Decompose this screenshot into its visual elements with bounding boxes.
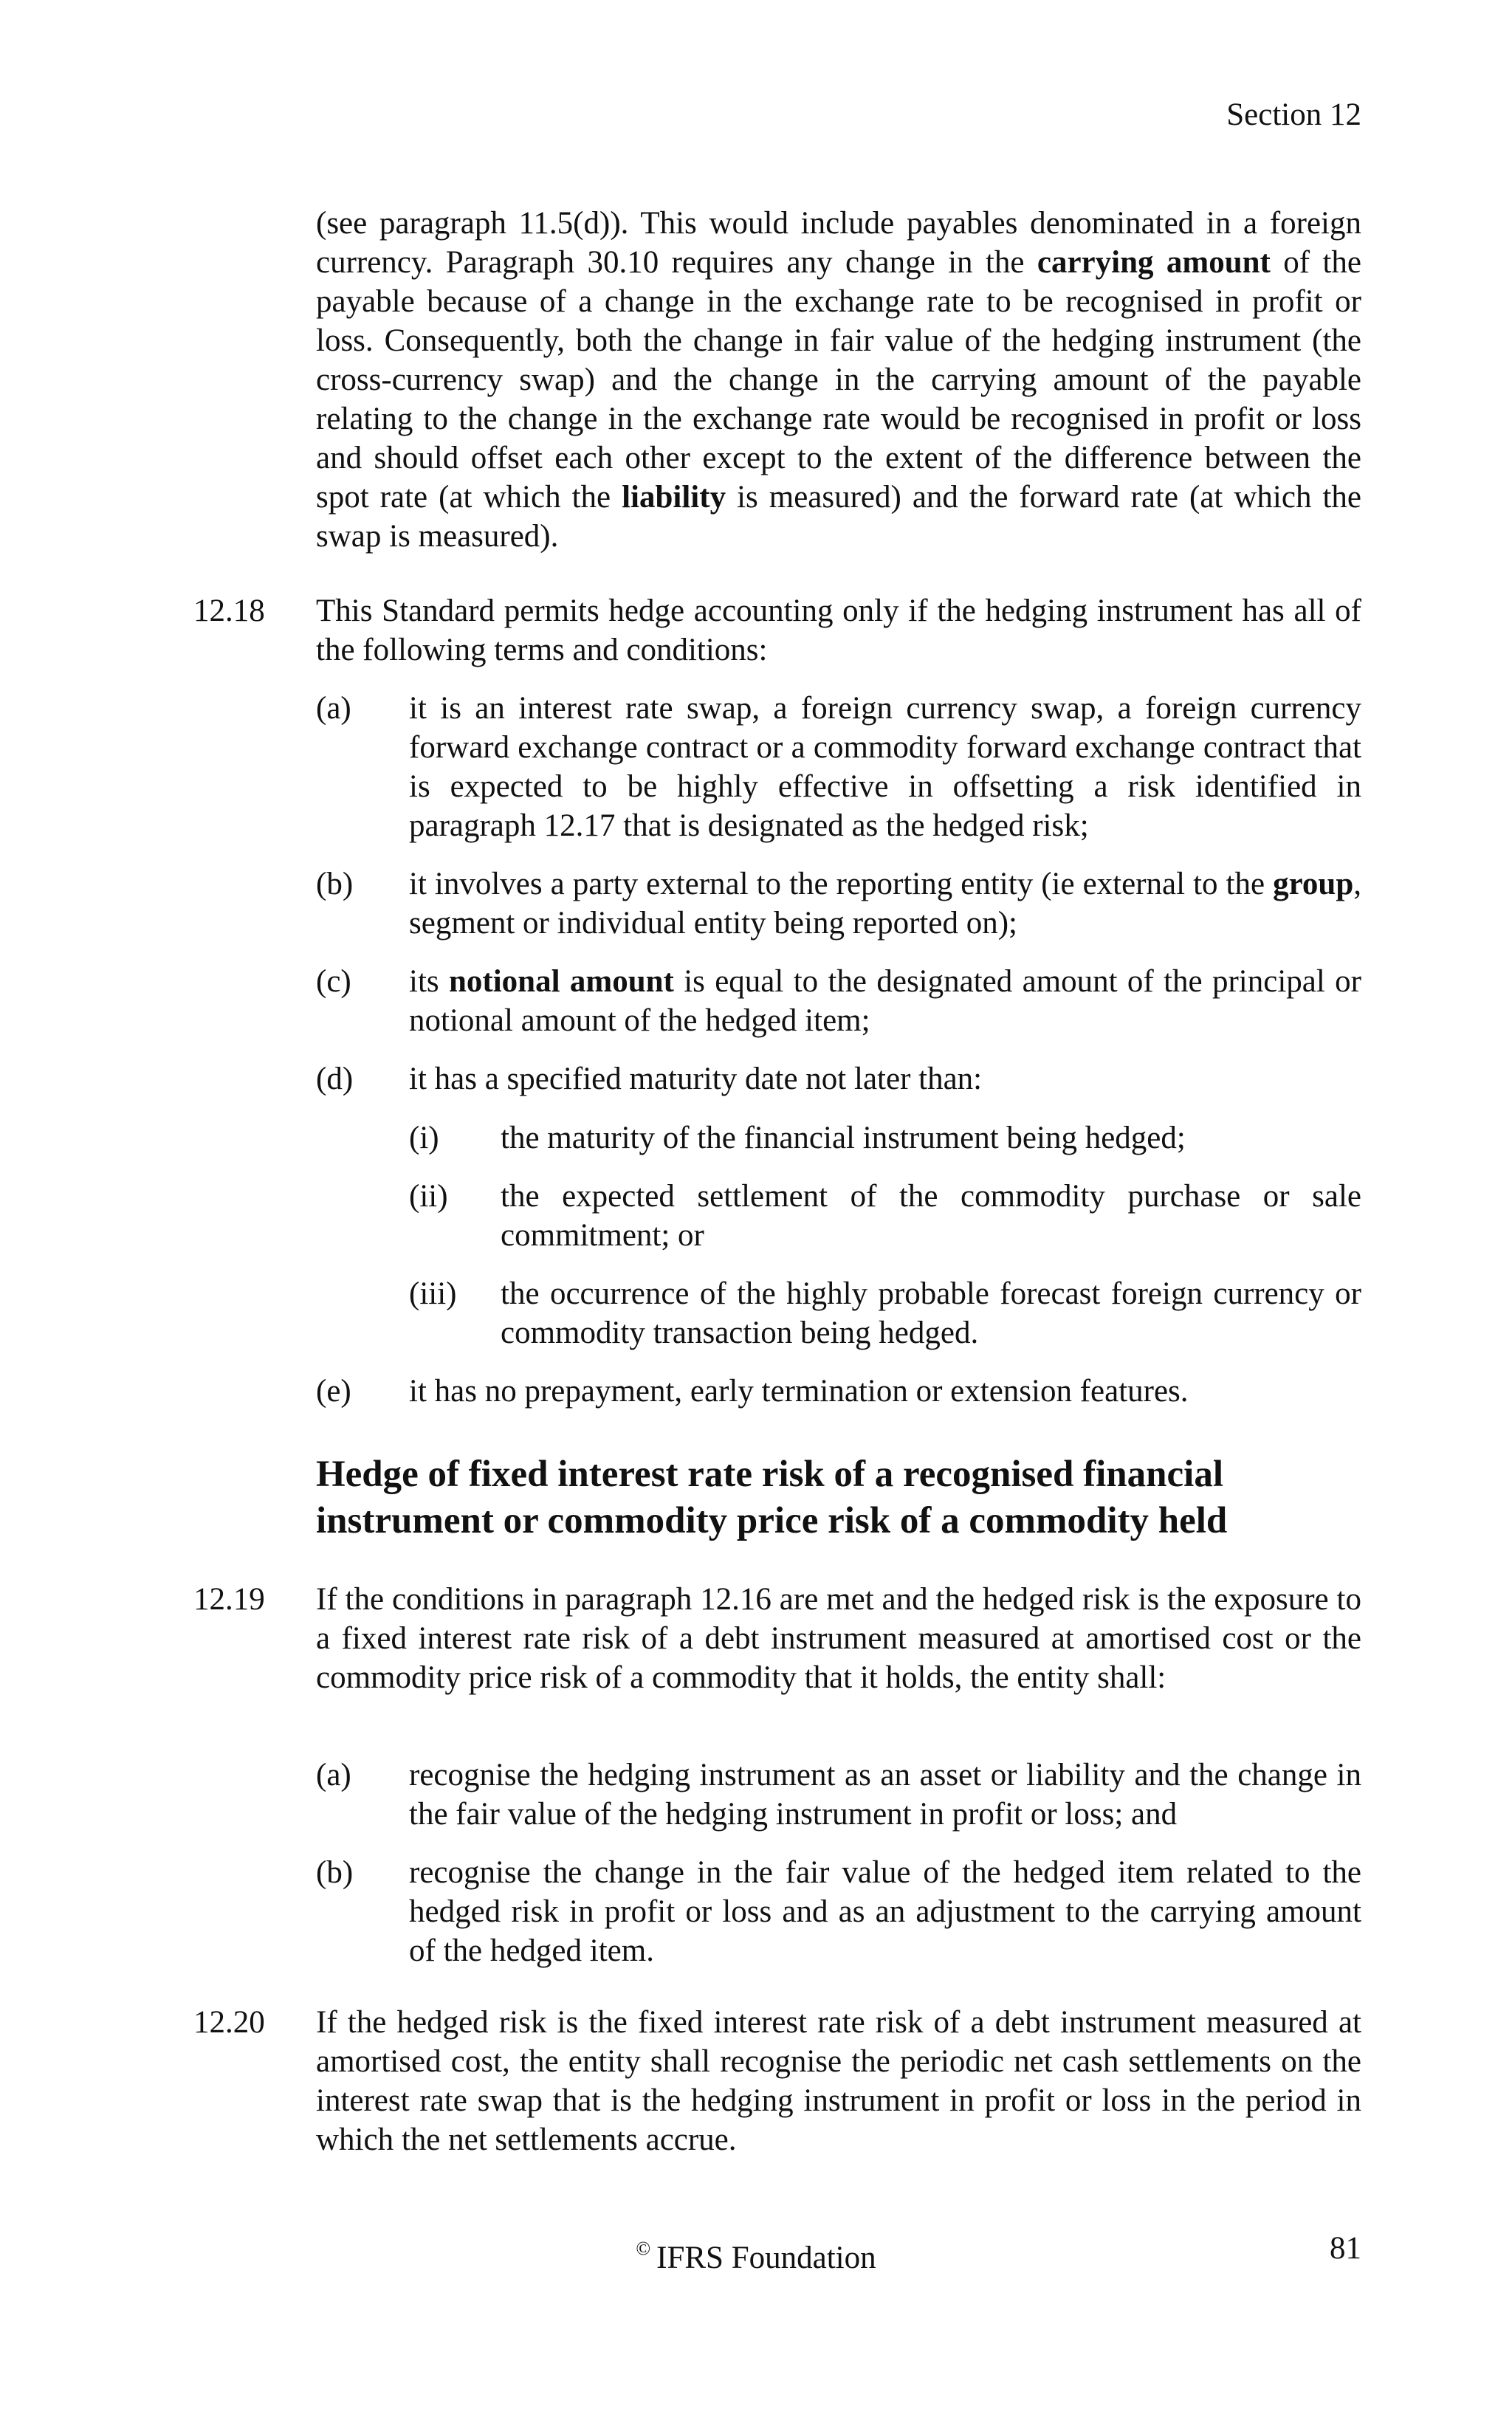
subitem-ii-text: the expected settlement of the commodity purchase or sale commitment; or	[501, 1179, 1361, 1253]
section-heading-line-1: Hedge of fixed interest rate risk of a recognised financial	[316, 1454, 1224, 1495]
item-c-text	[409, 962, 1361, 1040]
term-notional-amount: notional amount	[448, 964, 674, 999]
paragraph-12-18-intro: This Standard permits hedge accounting only if the hedging instrument has all of the following terms and conditions:	[316, 594, 1361, 667]
cont-text-3: is measured) and the forward rate (at which the swap is measured).	[316, 480, 1361, 554]
footer-org: IFRS Foundation	[656, 2241, 876, 2275]
page-number: 81	[1330, 2231, 1361, 2266]
paragraph-12-20-text: If the hedged risk is the fixed interest rate risk of a debt instrument measured at amortised cost, the entity shall recognise the periodic net cash settlements on the interest rate swap that is the hedging instrument in profit or loss in the period in which the net settlements accrue.	[316, 2005, 1361, 2157]
item-b-text	[409, 864, 1361, 943]
item-c-text-1: its	[409, 964, 449, 999]
item-b-1219-text: recognise the change in the fair value of the hedged item related to the hedged risk in profit or loss and as an adjustment to the carrying amount of the hedged item.	[409, 1855, 1361, 1968]
item-label-b-1219: (b)	[316, 1855, 354, 1890]
paragraph-number-12-20: 12.20	[193, 2005, 265, 2040]
cont-text-2: of the payable because of a change in the exchange rate to be recognised in profit or loss. Consequently, both the change in fair value of the hedging instrument (the cross-currency swap) and the change in the carrying amount of the payable relating to the change in the exchange rate would be recognised in profit or loss and should offset each other except to the extent of the difference between the spot rate (at which the	[316, 245, 1361, 515]
term-group: group	[1273, 867, 1354, 901]
section-heading-line-2: instrument or commodity price risk of a commodity held	[316, 1500, 1228, 1541]
subitem-label-iii: (iii)	[409, 1276, 457, 1311]
item-a-text: it is an interest rate swap, a foreign currency swap, a foreign currency forward exchange contract or a commodity forward exchange contract that is expected to be highly effective in offsetting a risk identified in paragraph 12.17 that is designated as the hedged risk;	[409, 691, 1361, 843]
item-b-text-2: , segment or individual entity being reported on);	[409, 867, 1361, 941]
item-label-c: (c)	[316, 964, 351, 999]
item-c-text-2: is equal to the designated amount of the principal or notional amount of the hedged item;	[409, 964, 1361, 1038]
subitem-i-text: the maturity of the financial instrument being hedged;	[501, 1121, 1186, 1155]
item-label-a: (a)	[316, 691, 351, 726]
item-e-text: it has no prepayment, early termination or extension features.	[409, 1374, 1189, 1409]
item-label-b: (b)	[316, 867, 354, 901]
copyright-symbol: ©	[636, 2238, 651, 2259]
paragraph-12-19-intro: If the conditions in paragraph 12.16 are met and the hedged risk is the exposure to a fixed interest rate risk of a debt instrument measured at amortised cost or the commodity price risk of a commodity that it holds, the entity shall:	[316, 1582, 1361, 1695]
section-heading	[316, 1451, 1361, 1544]
item-label-e: (e)	[316, 1374, 351, 1409]
term-liability: liability	[622, 480, 726, 515]
subitem-label-ii: (ii)	[409, 1179, 448, 1214]
subitem-label-i: (i)	[409, 1121, 439, 1155]
item-label-d: (d)	[316, 1062, 354, 1096]
item-label-a-1219: (a)	[316, 1758, 351, 1792]
term-carrying-amount: carrying amount	[1037, 245, 1271, 280]
continuation-paragraph	[316, 204, 1361, 556]
item-b-text-1: it involves a party external to the reporting entity (ie external to the	[409, 867, 1274, 901]
item-d-text: it has a specified maturity date not later than:	[409, 1062, 983, 1096]
footer-copyright	[0, 2229, 1512, 2277]
paragraph-number-12-19: 12.19	[193, 1582, 265, 1617]
item-a-1219-text: recognise the hedging instrument as an asset or liability and the change in the fair value of the hedging instrument in profit or loss; and	[409, 1758, 1361, 1832]
subitem-iii-text: the occurrence of the highly probable forecast foreign currency or commodity transaction being hedged.	[501, 1276, 1361, 1350]
cont-text-1: (see paragraph 11.5(d)). This would include payables denominated in a foreign currency. Paragraph 30.10 requires any change in the	[316, 206, 1361, 280]
paragraph-number-12-18: 12.18	[193, 594, 265, 628]
running-header-section: Section 12	[1226, 97, 1361, 132]
